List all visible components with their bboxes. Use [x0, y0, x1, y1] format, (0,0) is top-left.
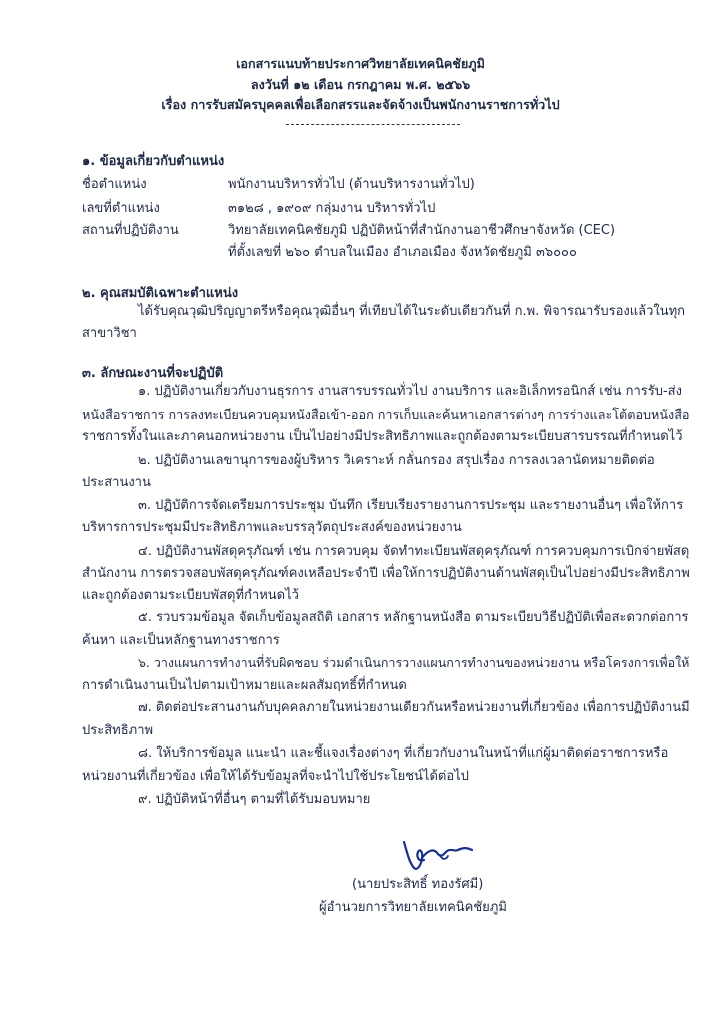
duty-item: ๓. ปฏิบัติการจัดเตรียมการประชุม บันทึก เรียบเรียงรายงานการประชุม และรายงานอื่นๆ เพื่อให้การ [138, 498, 684, 513]
signatory-name: (นายประสิทธิ์ ทองรัศมี) [352, 877, 484, 892]
header-title: เอกสารแนบท้ายประกาศวิทยาลัยเทคนิคชัยภูมิ [236, 56, 485, 71]
handwritten-signature [398, 838, 478, 876]
duty-item-continued: ราชการทั้งในและภาคนอกหน่วยงาน เป็นไปอย่างมีประสิทธิภาพและถูกต้องตามระเบียบสารบรรณที่กำหนดไว้ [82, 429, 683, 444]
duty-item-continued: การดำเนินงานเป็นไปตามเป้าหมายและผลสัมฤทธิ์ที่กำหนด [82, 678, 407, 693]
duty-item-continued: สำนักงาน การตรวจสอบพัสดุครุภัณฑ์คงเหลือประจำปี เพื่อให้การปฏิบัติงานด้านพัสดุเป็นไปอย่างมีประสิทธิภาพ [82, 566, 690, 581]
position-name-label: ชื่อตำแหน่ง [82, 177, 147, 192]
duty-item-continued: หน่วยงานที่เกี่ยวข้อง เพื่อให้ได้รับข้อมูลที่จะนำไปใช้ประโยชน์ได้ต่อไป [82, 769, 469, 784]
signatory-title: ผู้อำนวยการวิทยาลัยเทคนิคชัยภูมิ [319, 900, 507, 915]
duty-item: ๕. รวบรวมข้อมูล จัดเก็บข้อมูลสถิติ เอกสาร หลักฐานหนังสือ ตามระเบียบวิธีปฏิบัติเพื่อสะดวกต่อการ [138, 610, 689, 625]
duty-item: ๔. ปฏิบัติงานพัสดุครุภัณฑ์ เช่น การควบคุม จัดทำทะเบียนพัสดุครุภัณฑ์ การควบคุมการเบิกจ่ายพัสดุ [138, 544, 690, 559]
duty-item: ๖. วางแผนการทำงานที่รับผิดชอบ ร่วมดำเนินการวางแผนการทำงานของหน่วยงาน หรือโครงการเพื่อให้ [138, 655, 690, 670]
duty-item-continued: ค้นหา และเป็นหลักฐานทางราชการ [82, 633, 280, 648]
duty-item: ๑. ปฏิบัติงานเกี่ยวกับงานธุรการ งานสารบรรณทั่วไป งานบริการ และอิเล็กทรอนิกส์ เช่น การรับ-ส่ง [138, 384, 682, 399]
header-date: ลงวันที่ ๑๒ เดือน กรกฎาคม พ.ศ. ๒๕๖๖ [250, 77, 471, 92]
duty-item: ๙. ปฏิบัติหน้าที่อื่นๆ ตามที่ได้รับมอบหมาย [138, 792, 371, 807]
section3-heading: ๓. ลักษณะงานที่จะปฏิบัติ [82, 366, 224, 381]
section1-heading: ๑. ข้อมูลเกี่ยวกับตำแหน่ง [82, 154, 225, 169]
workplace-address: ที่ตั้งเลขที่ ๒๖๐ ตำบลในเมือง อำเภอเมือง จังหวัดชัยภูมิ ๓๖๐๐๐ [228, 245, 577, 260]
qualification-line: ได้รับคุณวุฒิปริญญาตรีหรือคุณวุฒิอื่นๆ ที่เทียบได้ในระดับเดียวกันที่ ก.พ. พิจารณารับรองแล้วในทุก [138, 304, 686, 319]
header-subject: เรื่อง การรับสมัครบุคคลเพื่อเลือกสรรและจัดจ้างเป็นพนักงานราชการทั่วไป [161, 97, 560, 112]
duty-item-continued: บริหารการประชุมมีประสิทธิภาพและบรรลุวัตถุประสงค์ของหน่วยงาน [82, 520, 462, 535]
duty-item-continued: ประสานงาน [82, 475, 151, 490]
header-divider [286, 124, 460, 125]
workplace-label: สถานที่ปฏิบัติงาน [82, 223, 179, 238]
section2-heading: ๒. คุณสมบัติเฉพาะตำแหน่ง [82, 286, 239, 301]
duty-item: ๒. ปฏิบัติงานเลขานุการของผู้บริหาร วิเคราะห์ กลั่นกรอง สรุปเรื่อง การลงเวลานัดหมายติดต่อ [138, 453, 655, 468]
duty-item-continued: หนังสือราชการ การลงทะเบียนควบคุมหนังสือเข้า-ออก การเก็บและค้นหาเอกสารต่างๆ การร่างและโต้ตอบหนังสือ [82, 407, 690, 422]
duty-item-continued: ประสิทธิภาพ [82, 723, 154, 738]
position-number-value: ๓๑๒๘ , ๑๙๐๙ กลุ่มงาน บริหารทั่วไป [228, 201, 436, 216]
duty-item-continued: และถูกต้องตามระเบียบพัสดุที่กำหนดไว้ [82, 588, 299, 603]
workplace-value: วิทยาลัยเทคนิคชัยภูมิ ปฏิบัติหน้าที่สำนักงานอาชีวศึกษาจังหวัด (CEC) [228, 223, 616, 238]
duty-item: ๘. ให้บริการข้อมูล แนะนำ และชี้แจงเรื่องต่างๆ ที่เกี่ยวกับงานในหน้าที่แก่ผู้มาติดต่อราชการหรือ [138, 746, 669, 761]
qualification-line: สาขาวิชา [82, 326, 137, 341]
position-name-value: พนักงานบริหารทั่วไป (ด้านบริหารงานทั่วไป) [228, 177, 475, 192]
position-number-label: เลขที่ตำแหน่ง [82, 201, 160, 216]
duty-item: ๗. ติดต่อประสานงานกับบุคคลภายในหน่วยงานเดียวกันหรือหน่วยงานที่เกี่ยวข้อง เพื่อการปฏิบัติงานมี [138, 700, 690, 715]
